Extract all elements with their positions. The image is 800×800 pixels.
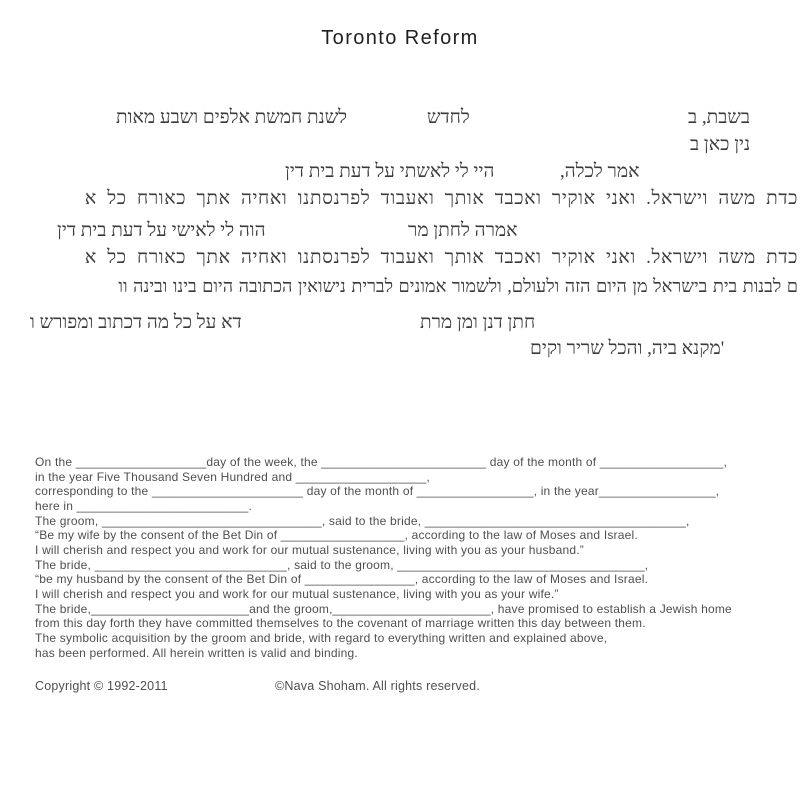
rights-notice: ©Nava Shoham. All rights reserved. bbox=[275, 679, 480, 693]
english-line-4: here in _________________________. bbox=[35, 498, 253, 513]
hebrew-be-my-husband-phrase: הוה לי לאישי על דעת בית דין bbox=[57, 220, 266, 241]
english-line-11: The bride,_______________________and the groom,_______________________, have promised to establish a Jewish home bbox=[35, 601, 732, 616]
hebrew-valid-binding-line: 'מקנא ביה, והכל שריר וקים bbox=[530, 338, 725, 359]
hebrew-be-my-wife-phrase: היי לי לאשתי על דעת בית דין bbox=[285, 161, 495, 182]
english-line-2: in the year Five Thousand Seven Hundred and ___________________, bbox=[35, 469, 430, 484]
hebrew-bride-pledge-line: כדת משה וישראל. ואני אוקיר ואכבד אותך ואעבוד לפרנסתנו ואחיה אתך כאורח כל א bbox=[84, 247, 798, 268]
english-line-1: On the ___________________day of the week, the ________________________ day of the month of __________________, bbox=[35, 455, 728, 469]
hebrew-said-to-bride: אמר לכלה, bbox=[560, 161, 640, 182]
hebrew-date-month-label: לחדש bbox=[427, 107, 470, 128]
english-line-7: I will cherish and respect you and work for our mutual sustenance, living with you as your husband.” bbox=[35, 542, 584, 557]
hebrew-covenant-line: ם לבנות בית בישראל מן היום הזה ולעולם, ולשמור אמונים לברית נישואין הכתובה היום בינו ובינה וו bbox=[118, 276, 798, 296]
english-line-12: from this day forth they have committed themselves to the covenant of marriage written this day between them. bbox=[35, 616, 646, 631]
english-line-14: has been performed. All herein written is valid and binding. bbox=[35, 645, 358, 660]
english-line-8: The bride, ____________________________, said to the groom, ____________________________________, bbox=[35, 557, 649, 572]
hebrew-place-fragment: נין כאן ב bbox=[690, 134, 751, 155]
english-line-3: corresponding to the ______________________ day of the month of _________________, in the year_________________, bbox=[35, 484, 720, 499]
english-line-10: I will cherish and respect you and work for our mutual sustenance, living with you as your wife.” bbox=[35, 586, 559, 601]
hebrew-date-day-phrase: בשבת, ב bbox=[688, 107, 751, 128]
english-line-5: The groom, ________________________________, said to the bride, ______________________________________, bbox=[35, 513, 690, 528]
copyright-year: Copyright © 1992-2011 bbox=[35, 679, 168, 693]
english-text-block bbox=[35, 455, 785, 660]
hebrew-groom-name-phrase: חתן דנן ומן מרת bbox=[420, 312, 536, 333]
hebrew-said-to-groom: אמרה לחתן מר bbox=[408, 220, 518, 241]
english-line-9: “be my husband by the consent of the Bet Din of ________________, according to the law of Moses and Israel. bbox=[35, 572, 649, 587]
hebrew-groom-pledge-line: כדת משה וישראל. ואני אוקיר ואכבד אותך ואעבוד לפרנסתנו ואחיה אתך כאורח כל א bbox=[84, 188, 798, 209]
hebrew-date-year-phrase: לשנת חמשת אלפים ושבע מאות bbox=[116, 107, 348, 128]
english-line-13: The symbolic acquisition by the groom and bride, with regard to everything written and explained above, bbox=[35, 630, 608, 645]
english-line-6: “Be my wife by the consent of the Bet Din of __________________, according to the law of Moses and Israel. bbox=[35, 528, 638, 543]
design-title: Toronto Reform bbox=[321, 27, 479, 49]
hebrew-kinyan-phrase: דא על כל מה דכתוב ומפורש ו bbox=[30, 312, 242, 333]
